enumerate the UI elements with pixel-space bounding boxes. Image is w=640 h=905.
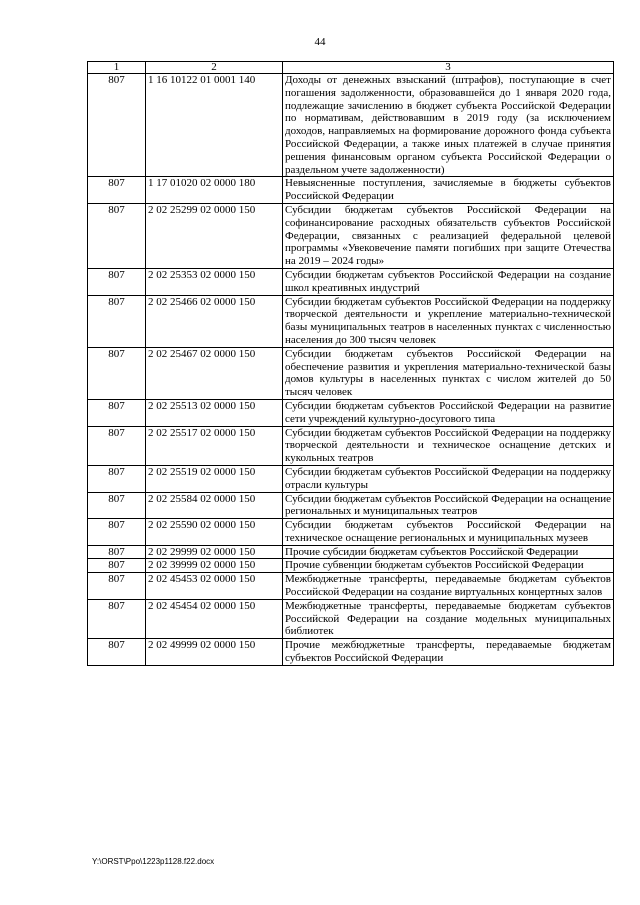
- table-row: [88, 399, 614, 426]
- revenue-name-cell: Субсидии бюджетам субъектов Российской Федерации на поддержку творческой деятельности и техническое оснащение детских и кукольных театров: [283, 426, 614, 465]
- table-row: [88, 295, 614, 347]
- admin-code-cell: 807: [88, 465, 146, 492]
- budget-code-cell: 2 02 25584 02 0000 150: [146, 492, 283, 519]
- table-row: [88, 74, 614, 177]
- budget-code-cell: 2 02 25517 02 0000 150: [146, 426, 283, 465]
- admin-code-cell: 807: [88, 347, 146, 399]
- admin-code-cell: 807: [88, 492, 146, 519]
- table-row: [88, 492, 614, 519]
- budget-code-cell: 2 02 49999 02 0000 150: [146, 639, 283, 666]
- table-row: [88, 639, 614, 666]
- revenue-name-cell: Субсидии бюджетам субъектов Российской Федерации на обеспечение развития и укрепления материально-технической базы домов культуры в населенных пунктах с числом жителей до 50 тысяч человек: [283, 347, 614, 399]
- revenue-name-cell: Прочие субвенции бюджетам субъектов Российской Федерации: [283, 559, 614, 573]
- admin-code-cell: 807: [88, 203, 146, 268]
- revenue-name-cell: Прочие межбюджетные трансферты, передаваемые бюджетам субъектов Российской Федерации: [283, 639, 614, 666]
- header-row: [88, 62, 614, 74]
- budget-code-cell: 2 02 25519 02 0000 150: [146, 465, 283, 492]
- table-row: [88, 545, 614, 559]
- revenue-name-cell: Субсидии бюджетам субъектов Российской Федерации на софинансирование расходных обязательств субъектов Российской Федерации, связанных с реализацией федеральной целевой программы «Увековечение памяти погибших при защите Отечества на 2019 – 2024 годы»: [283, 203, 614, 268]
- budget-code-cell: 2 02 25466 02 0000 150: [146, 295, 283, 347]
- table-row: [88, 573, 614, 600]
- table-row: [88, 599, 614, 638]
- table-row: [88, 203, 614, 268]
- budget-code-cell: 2 02 25467 02 0000 150: [146, 347, 283, 399]
- budget-code-cell: 2 02 25353 02 0000 150: [146, 268, 283, 295]
- budget-code-cell: 2 02 29999 02 0000 150: [146, 545, 283, 559]
- header-col-1: 1: [88, 62, 146, 74]
- admin-code-cell: 807: [88, 545, 146, 559]
- budget-code-cell: 2 02 25299 02 0000 150: [146, 203, 283, 268]
- budget-code-cell: 2 02 39999 02 0000 150: [146, 559, 283, 573]
- table-row: [88, 426, 614, 465]
- table-row: [88, 519, 614, 546]
- budget-code-cell: 1 16 10122 01 0001 140: [146, 74, 283, 177]
- table-header: [88, 62, 614, 74]
- budget-code-cell: 2 02 25590 02 0000 150: [146, 519, 283, 546]
- table-row: [88, 177, 614, 204]
- table-row: [88, 347, 614, 399]
- table-row: [88, 268, 614, 295]
- header-col-3: 3: [283, 62, 614, 74]
- admin-code-cell: 807: [88, 399, 146, 426]
- revenue-name-cell: Невыясненные поступления, зачисляемые в бюджеты субъектов Российской Федерации: [283, 177, 614, 204]
- table-row: [88, 465, 614, 492]
- revenue-name-cell: Доходы от денежных взысканий (штрафов), поступающие в счет погашения задолженности, образовавшейся до 1 января 2020 года, подлежащие зачислению в бюджет субъекта Российской Федерации по нормативам, действовавшим в 2019 году (за исключением доходов, направляемых на формирование дорожного фонда субъекта Российской Федерации, а также иных платежей в случае принятия решения финансовым органом субъекта Российской Федерации о раздельном учете задолженности): [283, 74, 614, 177]
- revenue-name-cell: Субсидии бюджетам субъектов Российской Федерации на создание школ креативных индустрий: [283, 268, 614, 295]
- admin-code-cell: 807: [88, 177, 146, 204]
- revenue-name-cell: Межбюджетные трансферты, передаваемые бюджетам субъектов Российской Федерации на создание виртуальных концертных залов: [283, 573, 614, 600]
- revenue-name-cell: Субсидии бюджетам субъектов Российской Федерации на развитие сети учреждений культурно-досугового типа: [283, 399, 614, 426]
- admin-code-cell: 807: [88, 573, 146, 600]
- admin-code-cell: 807: [88, 268, 146, 295]
- admin-code-cell: 807: [88, 559, 146, 573]
- revenue-name-cell: Субсидии бюджетам субъектов Российской Федерации на оснащение региональных и муниципальных театров: [283, 492, 614, 519]
- revenue-name-cell: Субсидии бюджетам субъектов Российской Федерации на поддержку творческой деятельности и укрепление материально-технической базы муниципальных театров в населенных пунктах с численностью населения до 300 тысяч человек: [283, 295, 614, 347]
- admin-code-cell: 807: [88, 295, 146, 347]
- budget-code-cell: 2 02 45454 02 0000 150: [146, 599, 283, 638]
- admin-code-cell: 807: [88, 519, 146, 546]
- budget-code-cell: 2 02 25513 02 0000 150: [146, 399, 283, 426]
- table-row: [88, 559, 614, 573]
- revenue-name-cell: Субсидии бюджетам субъектов Российской Федерации на техническое оснащение региональных и муниципальных музеев: [283, 519, 614, 546]
- admin-code-cell: 807: [88, 599, 146, 638]
- budget-revenue-table: [87, 61, 614, 666]
- admin-code-cell: 807: [88, 74, 146, 177]
- budget-code-cell: 2 02 45453 02 0000 150: [146, 573, 283, 600]
- revenue-name-cell: Субсидии бюджетам субъектов Российской Федерации на поддержку отрасли культуры: [283, 465, 614, 492]
- page-number: 44: [314, 36, 326, 48]
- revenue-name-cell: Межбюджетные трансферты, передаваемые бюджетам субъектов Российской Федерации на создание модельных муниципальных библиотек: [283, 599, 614, 638]
- revenue-name-cell: Прочие субсидии бюджетам субъектов Российской Федерации: [283, 545, 614, 559]
- table-body: [88, 74, 614, 666]
- admin-code-cell: 807: [88, 426, 146, 465]
- admin-code-cell: 807: [88, 639, 146, 666]
- budget-code-cell: 1 17 01020 02 0000 180: [146, 177, 283, 204]
- file-path-footer: Y:\ORST\Ppo\1223p1128.f22.docx: [92, 857, 215, 866]
- header-col-2: 2: [146, 62, 283, 74]
